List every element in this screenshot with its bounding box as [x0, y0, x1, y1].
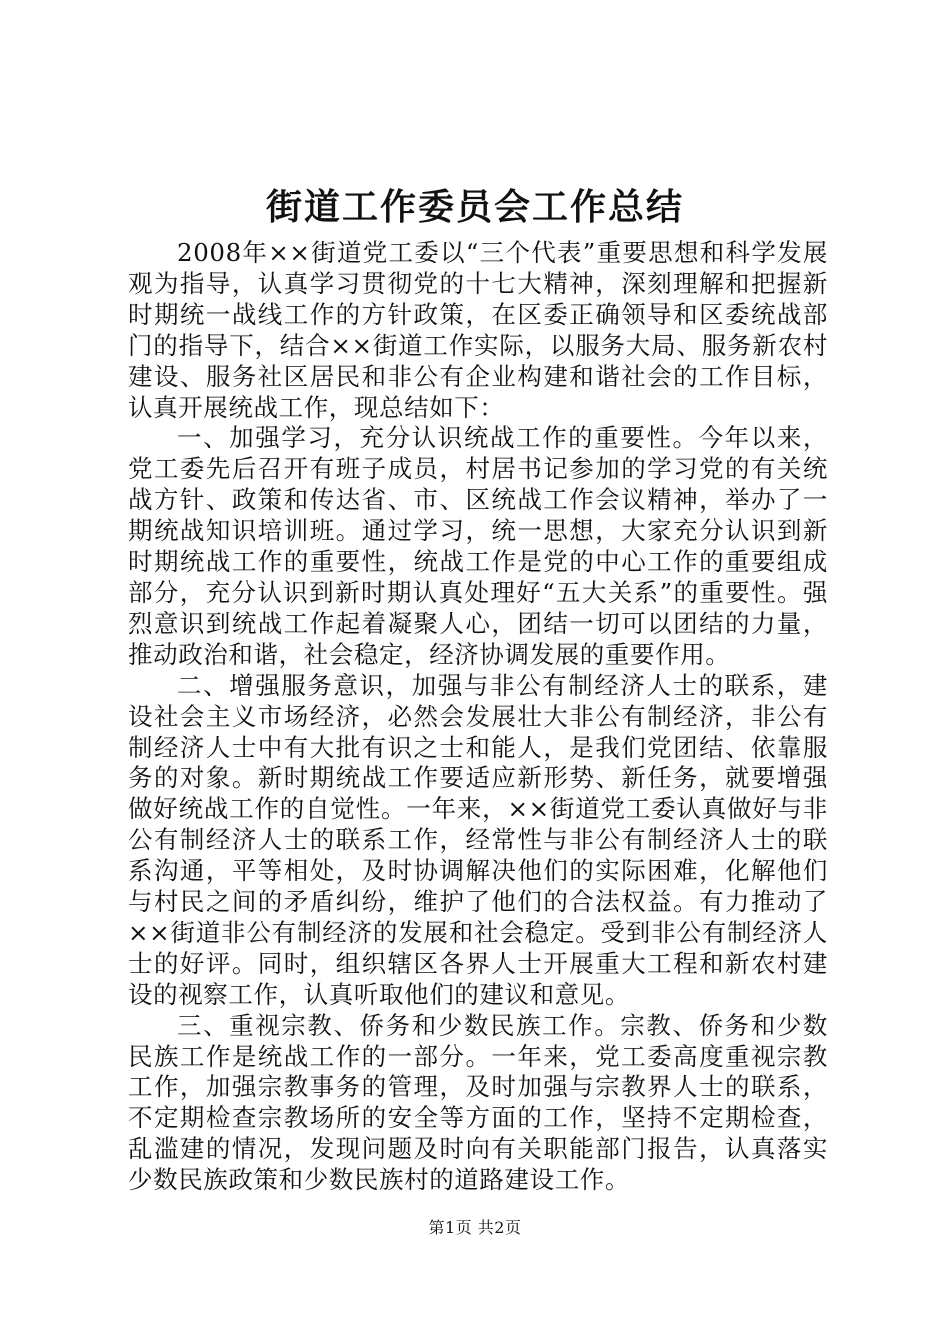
- paragraph-intro: 2008年××街道党工委以“三个代表”重要思想和科学发展观为指导，认真学习贯彻党的十七大精神，深刻理解和把握新时期统一战线工作的方针政策，在区委正确领导和区委统战部门的指导下，结合××街道工作实际，以服务大局、服务新农村建设、服务社区居民和非公有企业构建和谐社会的工作目标，认真开展统战工作，现总结如下：: [128, 238, 828, 422]
- document-title: 街道工作委员会工作总结: [265, 187, 684, 228]
- paragraph-section-2: 二、增强服务意识，加强与非公有制经济人士的联系，建设社会主义市场经济，必然会发展壮大非公有制经济，非公有制经济人士中有大批有识之士和能人，是我们党团结、依靠服务的对象。新时期统战工作要适应新形势、新任务，就要增强做好统战工作的自觉性。一年来，××街道党工委认真做好与非公有制经济人士的联系工作，经常性与非公有制经济人士的联系沟通，平等相处，及时协调解决他们的实际困难，化解他们与村民之间的矛盾纠纷，维护了他们的合法权益。有力推动了××街道非公有制经济的发展和社会稳定。受到非公有制经济人士的好评。同时，组织辖区各界人士开展重大工程和新农村建设的视察工作，认真听取他们的建议和意见。: [128, 670, 828, 1009]
- paragraph-section-3: 三、重视宗教、侨务和少数民族工作。宗教、侨务和少数民族工作是统战工作的一部分。一年来，党工委高度重视宗教工作，加强宗教事务的管理，及时加强与宗教界人士的联系，不定期检查宗教场所的安全等方面的工作，坚持不定期检查，乱滥建的情况，发现问题及时向有关职能部门报告，认真落实少数民族政策和少数民族村的道路建设工作。: [128, 1010, 828, 1195]
- paragraph-section-1: 一、加强学习，充分认识统战工作的重要性。今年以来，党工委先后召开有班子成员，村居书记参加的学习党的有关统战方针、政策和传达省、市、区统战工作会议精神，举办了一期统战知识培训班。通过学习，统一思想，大家充分认识到新时期统战工作的重要性，统战工作是党的中心工作的重要组成部分，充分认识到新时期认真处理好“五大关系”的重要性。强烈意识到统战工作起着凝聚人心，团结一切可以团结的力量，推动政治和谐，社会稳定，经济协调发展的重要作用。: [128, 423, 828, 669]
- page-number-footer: 第1页 共2页: [428, 1218, 522, 1237]
- document-body: [128, 238, 828, 1196]
